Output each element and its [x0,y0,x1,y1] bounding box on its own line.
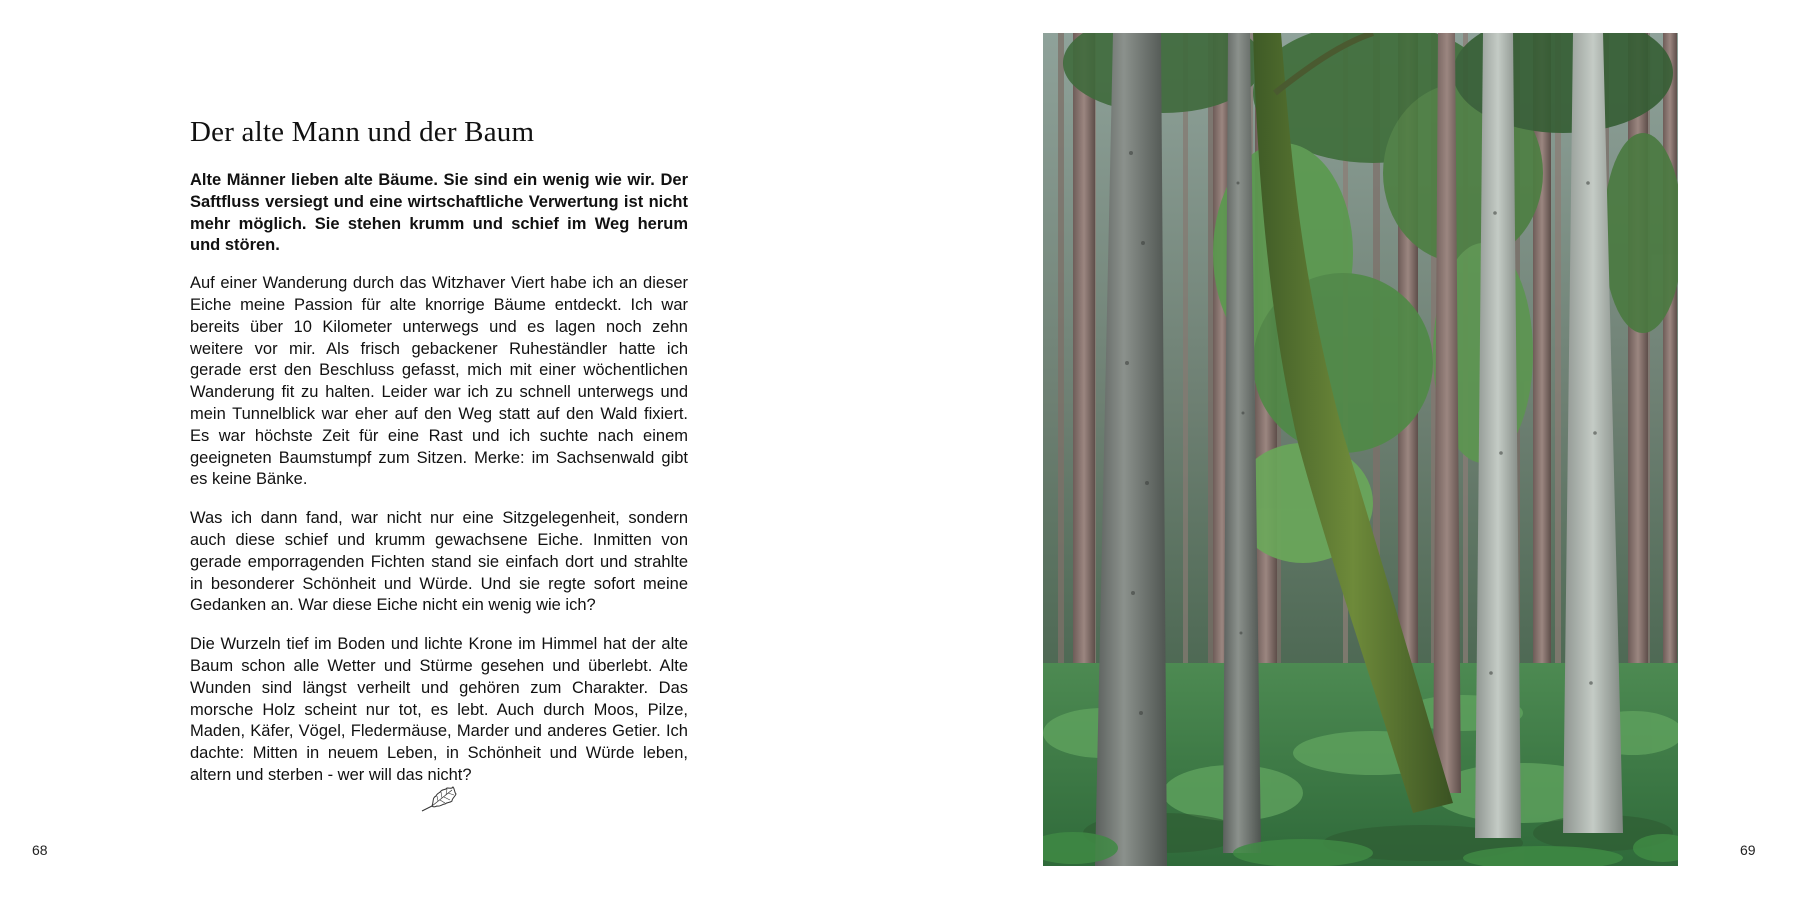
oak-leaf-icon [420,785,460,813]
body-paragraph: Die Wurzeln tief im Boden und lichte Krone im Himmel hat der alte Baum schon alle Wetter und Stürme gesehen und überlebt. Alte Wunden sind längst verheilt und gehören zum Charakter. Das morsche Holz scheint nur tot, es lebt. Auch durch Moos, Pilze, Maden, Käfer, Vögel, Fledermäuse, Marder und anderes Getier. Ich dachte: Mitten in neuem Leben, in Schönheit und Würde leben, altern und sterben - wer will das nicht? [190,635,688,784]
page-number: 68 [32,842,48,858]
chapter-title: Der alte Mann und der Baum [190,116,535,148]
body-paragraph: Was ich dann fand, war nicht nur eine Sitzgelegenheit, sondern auch diese schief und krumm gewachsene Eiche. Inmitten von gerade emporragenden Fichten stand sie einfach dort und strahlte in besonderer Schönheit und Würde. Und sie regte sofort meine Gedanken an. War diese Eiche nicht ein wenig wie ich? [190,509,688,615]
text-column [190,112,688,804]
lead-paragraph: Alte Männer lieben alte Bäume. Sie sind ein wenig wie wir. Der Saftfluss versiegt und eine wirtschaftliche Verwertung ist nicht mehr möglich. Sie stehen krumm und schief im Weg herum und stören. [190,171,688,255]
body-paragraph: Auf einer Wanderung durch das Witzhaver Viert habe ich an dieser Eiche meine Passion für alte knorrige Bäume entdeckt. Ich war bereits über 10 Kilometer unterwegs und es lagen noch zehn weitere vor mir. Als frisch gebackener Ruheständler hatte ich gerade erst den Beschluss gefasst, mich mit einer wöchentlichen Wanderung fit zu halten. Leider war ich zu schnell unterwegs und mein Tunnelblick war eher auf den Weg statt auf den Wald fixiert. Es war höchste Zeit für eine Rast und ich suchte nach einem geeigneten Baumstumpf zum Sitzen. Merke: im Sachsenwald gibt es keine Bänke. [190,274,688,489]
page-number: 69 [1740,842,1756,858]
forest-photo [1043,33,1678,866]
